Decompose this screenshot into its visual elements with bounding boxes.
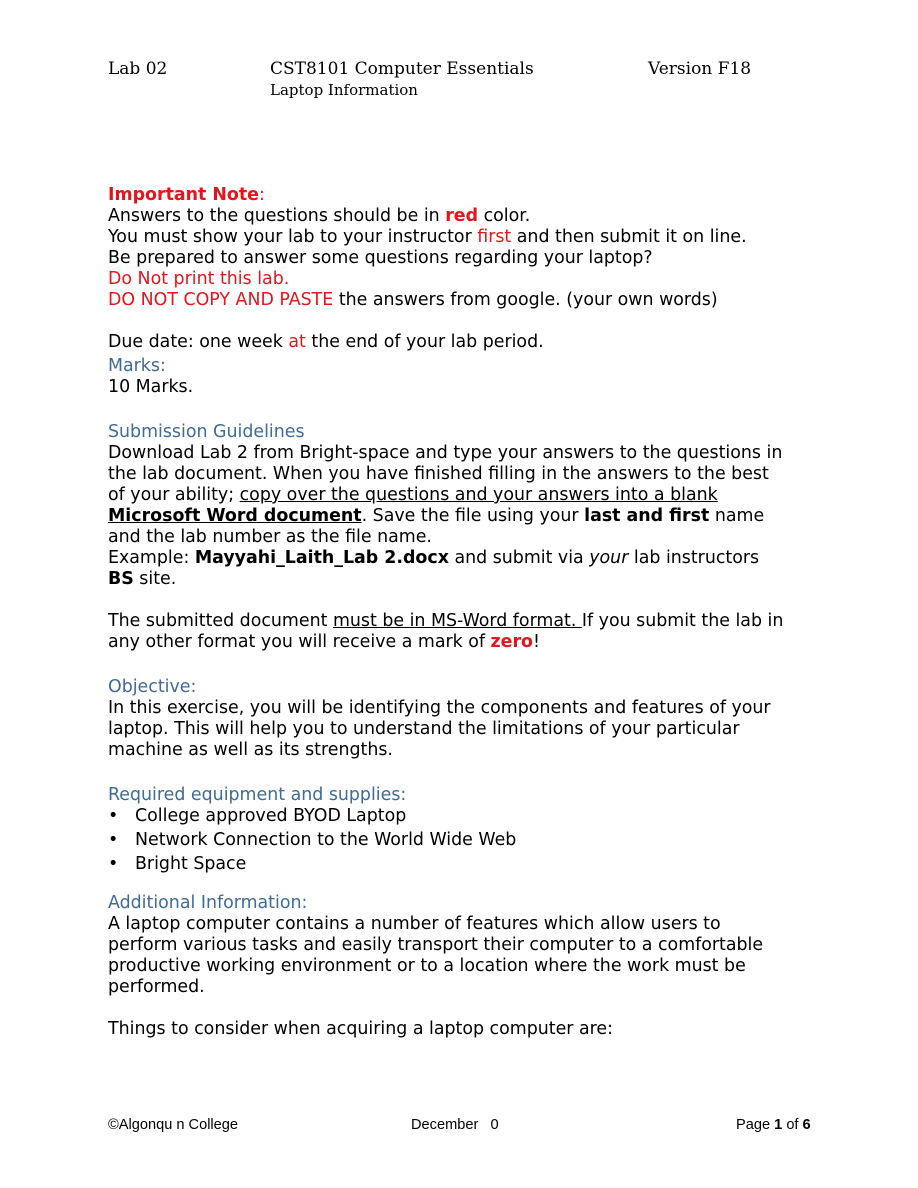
text: The submitted document bbox=[108, 611, 333, 631]
important-line-3: Be prepared to answer some questions regarding your laptop? bbox=[108, 248, 653, 268]
bullet-icon: • bbox=[108, 854, 119, 874]
italic-text: your bbox=[589, 548, 629, 568]
emphasis-red: DO NOT COPY AND PASTE bbox=[108, 290, 334, 310]
submission-line-1: Download Lab 2 from Bright-space and type your answers to the questions in bbox=[108, 443, 783, 463]
submission-line-8 bbox=[108, 611, 783, 632]
emphasis-red: zero bbox=[490, 632, 533, 652]
list-item bbox=[108, 806, 406, 827]
text: name bbox=[709, 506, 765, 526]
equipment-heading: Required equipment and supplies: bbox=[108, 785, 407, 805]
bold-text: last and first bbox=[584, 506, 710, 526]
bold-text: BS bbox=[108, 569, 134, 589]
marks-value: 10 Marks. bbox=[108, 377, 194, 397]
text: and submit via bbox=[448, 548, 590, 568]
text: and then submit it on line. bbox=[511, 227, 747, 247]
text: any other format you will receive a mark of bbox=[108, 632, 491, 652]
important-line-2 bbox=[108, 227, 747, 248]
additional-line-4: performed. bbox=[108, 977, 205, 997]
due-date bbox=[108, 332, 544, 353]
text: the answers from google. (your own words) bbox=[333, 290, 718, 310]
submission-line-6 bbox=[108, 548, 759, 569]
emphasis-red: red bbox=[445, 206, 479, 226]
additional-line-2: perform various tasks and easily transport their computer to a comfortable bbox=[108, 935, 764, 955]
text: If you submit the lab in bbox=[581, 611, 784, 631]
underlined-text: copy over the questions and your answers into a blank bbox=[239, 485, 718, 505]
text: the end of your lab period. bbox=[305, 332, 544, 352]
marks-heading: Marks: bbox=[108, 356, 166, 376]
submission-line-3 bbox=[108, 485, 718, 506]
important-line-1 bbox=[108, 206, 530, 227]
text: lab instructors bbox=[628, 548, 760, 568]
additional-line-3: productive working environment or to a location where the work must be bbox=[108, 956, 746, 976]
bullet-icon: • bbox=[108, 806, 119, 826]
underlined-text: must be in MS-Word format. bbox=[332, 611, 582, 631]
header-course: CST8101 Computer Essentials bbox=[270, 59, 534, 79]
text: ! bbox=[533, 632, 540, 652]
important-note-heading bbox=[108, 185, 265, 206]
important-line-5 bbox=[108, 290, 718, 311]
submission-line-4 bbox=[108, 506, 764, 527]
text: Due date: one week bbox=[108, 332, 289, 352]
important-note-colon: : bbox=[258, 185, 265, 205]
objective-heading: Objective: bbox=[108, 677, 197, 697]
header-lab: Lab 02 bbox=[108, 59, 168, 79]
footer-copyright: ©Algonqu n College bbox=[108, 1117, 239, 1133]
objective-line-2: laptop. This will help you to understand the limitations of your particular bbox=[108, 719, 740, 739]
submission-line-7 bbox=[108, 569, 176, 590]
submission-line-2: the lab document. When you have finished filling in the answers to the best bbox=[108, 464, 769, 484]
text: Answers to the questions should be in bbox=[108, 206, 446, 226]
text: site. bbox=[133, 569, 177, 589]
header-subtitle: Laptop Information bbox=[270, 81, 418, 99]
important-line-4: Do Not print this lab. bbox=[108, 269, 290, 289]
text: . Save the file using your bbox=[361, 506, 585, 526]
additional-heading: Additional Information: bbox=[108, 893, 308, 913]
list-item-label: Bright Space bbox=[135, 854, 247, 874]
submission-heading: Submission Guidelines bbox=[108, 422, 305, 442]
underlined-bold-text: Microsoft Word document bbox=[108, 506, 362, 526]
objective-line-1: In this exercise, you will be identifying the components and features of your bbox=[108, 698, 771, 718]
text: Example: bbox=[108, 548, 195, 568]
emphasis-red: first bbox=[477, 227, 512, 247]
list-item-label: Network Connection to the World Wide Web bbox=[135, 830, 517, 850]
bullet-icon: • bbox=[108, 830, 119, 850]
important-note-title: Important Note bbox=[108, 185, 259, 205]
current-page: 1 bbox=[774, 1117, 783, 1133]
text: You must show your lab to your instructor bbox=[108, 227, 478, 247]
additional-line-5: Things to consider when acquiring a laptop computer are: bbox=[108, 1019, 613, 1039]
text: Page bbox=[736, 1117, 775, 1133]
additional-line-1: A laptop computer contains a number of features which allow users to bbox=[108, 914, 721, 934]
text: of your ability; bbox=[108, 485, 240, 505]
submission-line-5: and the lab number as the file name. bbox=[108, 527, 432, 547]
objective-line-3: machine as well as its strengths. bbox=[108, 740, 393, 760]
footer-page-number bbox=[736, 1116, 811, 1134]
submission-line-9 bbox=[108, 632, 540, 653]
list-item bbox=[108, 854, 246, 875]
header-version: Version F18 bbox=[648, 59, 752, 79]
example-filename: Mayyahi_Laith_Lab 2.docx bbox=[194, 548, 449, 568]
text: color. bbox=[478, 206, 531, 226]
total-pages: 6 bbox=[802, 1117, 811, 1133]
footer-date: December 0 bbox=[411, 1117, 499, 1133]
emphasis-red: at bbox=[288, 332, 306, 352]
list-item bbox=[108, 830, 516, 851]
list-item-label: College approved BYOD Laptop bbox=[135, 806, 407, 826]
text: of bbox=[782, 1117, 803, 1133]
